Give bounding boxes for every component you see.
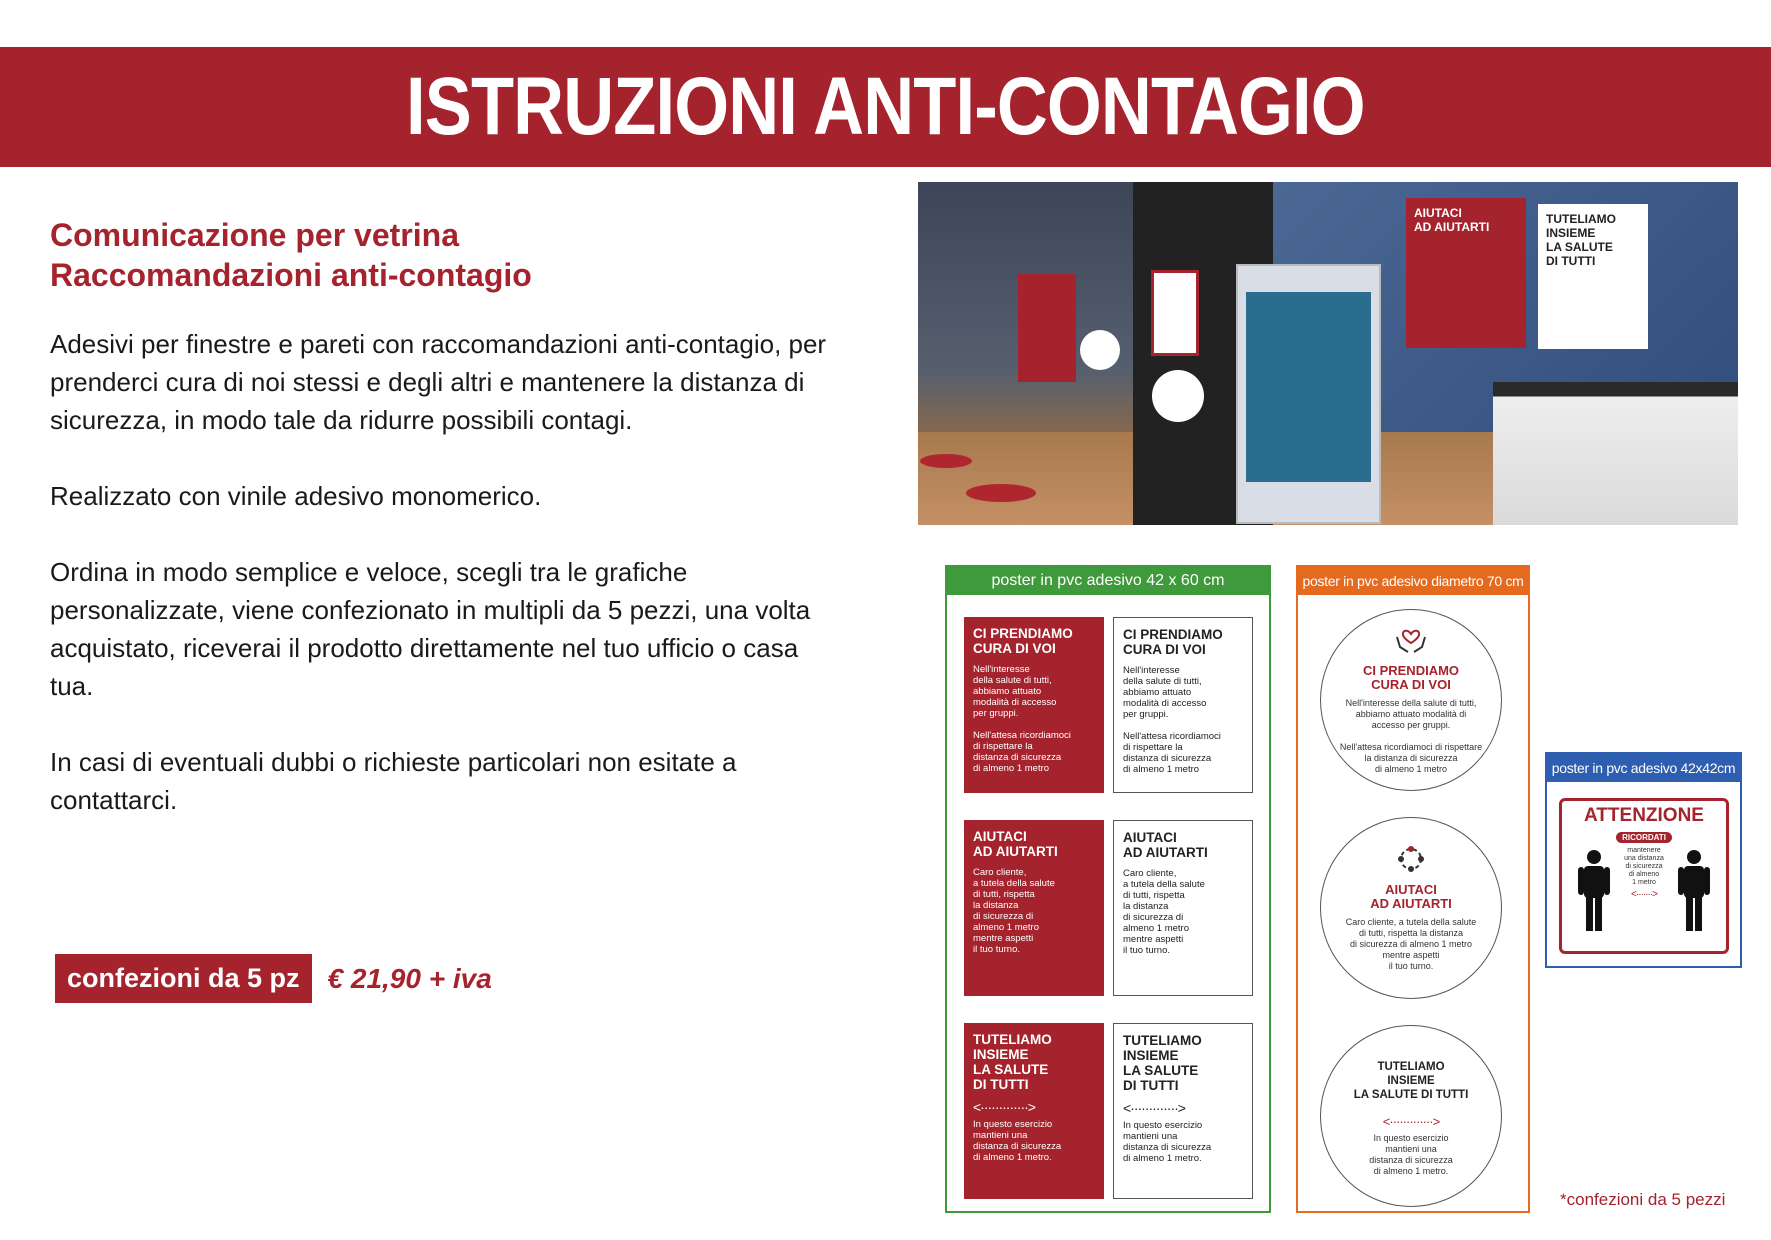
people-circle-icon: [1394, 844, 1428, 879]
attention-sign: [1151, 270, 1199, 356]
card-title: TUTELIAMO INSIEME LA SALUTE DI TUTTI: [1123, 1033, 1202, 1093]
paragraph-contact: In casi di eventuali dubbi o richieste particolari non esitate a contattarci.: [50, 747, 737, 815]
paragraph-description: Adesivi per finestre e pareti con raccomandazioni anti-contagio, per prenderci cura di noi stessi e degli altri e mantenere la distanza di sicurezza, in modo tale da ridurre possibili contagi.: [50, 329, 827, 435]
distance-arrow-icon: <·············>: [973, 1099, 1035, 1115]
circle-body: Caro cliente, a tutela della salute di tutti, rispetta la distanza di sicurezza di almeno 1 metro mentre aspetti il tuo turno.: [1345, 917, 1477, 971]
rect-poster-tuteliamo-red[interactable]: [964, 1023, 1104, 1199]
card-body: Nell'interesse della salute di tutti, abbiamo attuato modalità di accesso per gruppi. Nell'attesa ricordiamoci di rispettare la distanza di sicurezza di almeno 1 metro: [973, 664, 1071, 774]
card-body: In questo esercizio mantieni una distanza di sicurezza di almeno 1 metro.: [973, 1119, 1062, 1163]
reception-desk: [1493, 382, 1738, 525]
rect-poster-aiutaci-red[interactable]: [964, 820, 1104, 996]
floor-sticker: [966, 484, 1036, 502]
subtitle-line-2: Raccomandazioni anti-contagio: [50, 257, 532, 293]
round-sticker-glass: [1080, 330, 1120, 370]
rect-poster-tuteliamo-white[interactable]: [1113, 1023, 1253, 1199]
rect-poster-cura-white[interactable]: [1113, 617, 1253, 793]
round-poster-cura[interactable]: [1320, 609, 1502, 791]
circle-title: AIUTACI AD AIUTARTI: [1370, 882, 1452, 911]
card-title: CI PRENDIAMO CURA DI VOI: [973, 626, 1073, 656]
rect-poster-cura-red[interactable]: [964, 617, 1104, 793]
rollup-banner-graphic: [1246, 292, 1371, 482]
white-wall-poster: TUTELIAMO INSIEME LA SALUTE DI TUTTI: [1538, 204, 1648, 349]
rollup-banner: [1236, 264, 1381, 524]
pack-badge: confezioni da 5 pz: [55, 954, 312, 1003]
paragraph-material: Realizzato con vinile adesivo monomerico.: [50, 481, 542, 511]
circle-title: TUTELIAMO INSIEME LA SALUTE DI TUTTI: [1353, 1060, 1469, 1101]
round-poster-tuteliamo[interactable]: [1320, 1025, 1502, 1207]
card-title: AIUTACI AD AIUTARTI: [973, 829, 1058, 859]
card-title: TUTELIAMO INSIEME LA SALUTE DI TUTTI: [973, 1032, 1052, 1092]
square-poster-panel: [1545, 752, 1742, 968]
distance-arrow-icon: <·············>: [1382, 1113, 1440, 1129]
subtitle-line-1: Comunicazione per vetrina: [50, 217, 459, 253]
person-icon: [1578, 849, 1610, 933]
round-sticker-pillar: [1152, 370, 1204, 422]
header-banner: [0, 47, 1771, 167]
page-title: ISTRUZIONI ANTI-CONTAGIO: [406, 61, 1365, 152]
square-panel-title: poster in pvc adesivo 42x42cm: [1547, 754, 1740, 782]
glass-poster: [1018, 274, 1076, 382]
card-body: In questo esercizio mantieni una distanza di sicurezza di almeno 1 metro.: [1123, 1120, 1212, 1164]
pricing-row: [55, 954, 492, 1003]
hands-heart-icon: [1394, 625, 1428, 660]
shop-interior-photo: [918, 182, 1738, 525]
card-title: CI PRENDIAMO CURA DI VOI: [1123, 627, 1223, 657]
footnote: *confezioni da 5 pezzi: [1560, 1190, 1726, 1209]
card-body: Caro cliente, a tutela della salute di tutti, rispetta la distanza di sicurezza di almeno 1 metro mentre aspetti il tuo turno.: [1123, 868, 1205, 956]
red-wall-poster: AIUTACI AD AIUTARTI: [1406, 198, 1526, 348]
distance-arrow-icon: <·············>: [1123, 1100, 1185, 1116]
circle-body: Nell'interesse della salute di tutti, abbiamo attuato modalità di accesso per gruppi. Nell'attesa ricordiamoci di rispettare la distanza di sicurezza di almeno 1 metro: [1339, 698, 1483, 774]
card-title: AIUTACI AD AIUTARTI: [1123, 830, 1208, 860]
paragraph-ordering: Ordina in modo semplice e veloce, scegli tra le grafiche personalizzate, viene confezionato in multipli da 5 pezzi, una volta acquistato, riceverai il prodotto direttamente nel tuo ufficio o casa tua.: [50, 557, 811, 701]
rect-posters-panel: [945, 565, 1271, 1213]
distance-arrow-icon: <·······>: [1631, 889, 1657, 900]
attention-poster[interactable]: [1559, 798, 1729, 954]
description-column: [50, 215, 830, 819]
attention-title: ATTENZIONE: [1584, 805, 1704, 826]
floor-sticker: [920, 454, 972, 468]
round-posters-panel: [1296, 565, 1530, 1213]
rect-panel-title: poster in pvc adesivo 42 x 60 cm: [947, 567, 1269, 595]
rect-poster-aiutaci-white[interactable]: [1113, 820, 1253, 996]
attention-text: mantenere una distanza di sicurezza di almeno 1 metro: [1624, 847, 1664, 886]
round-poster-aiutaci[interactable]: [1320, 817, 1502, 999]
circle-body: In questo esercizio mantieni una distanza di sicurezza di almeno 1 metro.: [1369, 1132, 1453, 1176]
person-icon: [1678, 849, 1710, 933]
ricordati-badge: RICORDATI: [1616, 832, 1672, 843]
card-body: Nell'interesse della salute di tutti, abbiamo attuato modalità di accesso per gruppi. Nell'attesa ricordiamoci di rispettare la distanza di sicurezza di almeno 1 metro: [1123, 665, 1221, 775]
circle-title: CI PRENDIAMO CURA DI VOI: [1362, 663, 1460, 692]
price-label: € 21,90 + iva: [327, 962, 492, 994]
round-panel-title: poster in pvc adesivo diametro 70 cm: [1298, 567, 1528, 595]
card-body: Caro cliente, a tutela della salute di tutti, rispetta la distanza di sicurezza di almeno 1 metro mentre aspetti il tuo turno.: [973, 867, 1055, 955]
